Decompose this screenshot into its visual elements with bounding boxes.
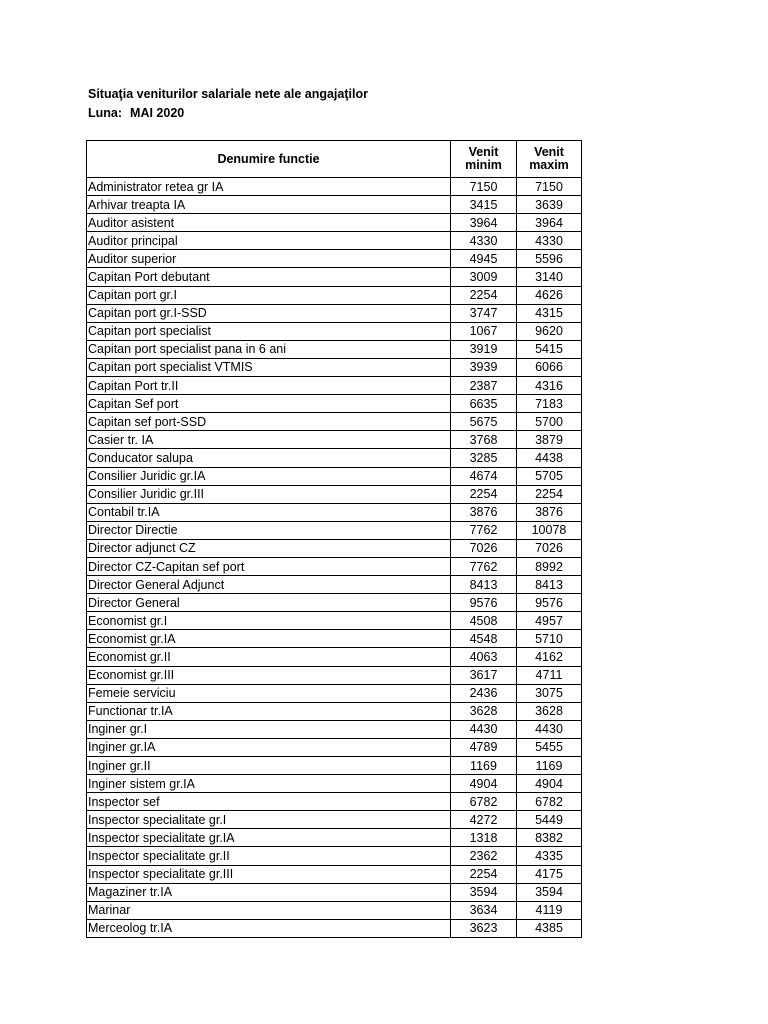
function-name-cell: Administrator retea gr IA (87, 178, 451, 196)
max-income-cell: 5455 (517, 738, 582, 756)
table-row (87, 576, 582, 594)
max-income-cell: 9576 (517, 594, 582, 612)
col-header-max-income (517, 141, 582, 178)
table-row (87, 883, 582, 901)
table-row (87, 503, 582, 521)
min-income-cell: 4674 (451, 467, 517, 485)
min-income-cell: 4508 (451, 612, 517, 630)
max-income-cell: 4330 (517, 232, 582, 250)
max-income-cell: 1169 (517, 757, 582, 775)
table-row (87, 304, 582, 322)
min-income-cell: 7150 (451, 178, 517, 196)
function-name-cell: Economist gr.I (87, 612, 451, 630)
function-name-cell: Inspector specialitate gr.III (87, 865, 451, 883)
table-row (87, 395, 582, 413)
min-income-cell: 4548 (451, 630, 517, 648)
function-name-cell: Auditor asistent (87, 214, 451, 232)
max-income-cell: 10078 (517, 521, 582, 539)
max-income-cell: 6782 (517, 793, 582, 811)
min-income-cell: 3285 (451, 449, 517, 467)
col-header-function (87, 141, 451, 178)
col-header-max-line1: Venit (534, 145, 564, 159)
table-row (87, 232, 582, 250)
table-row (87, 377, 582, 395)
min-income-cell: 7026 (451, 539, 517, 557)
table-row (87, 648, 582, 666)
max-income-cell: 3075 (517, 684, 582, 702)
function-name-cell: Director CZ-Capitan sef port (87, 557, 451, 575)
function-name-cell: Consilier Juridic gr.III (87, 485, 451, 503)
table-row (87, 865, 582, 883)
table-row (87, 539, 582, 557)
table-row (87, 557, 582, 575)
function-name-cell: Director General (87, 594, 451, 612)
max-income-cell: 7150 (517, 178, 582, 196)
max-income-cell: 5449 (517, 811, 582, 829)
table-row (87, 847, 582, 865)
table-row (87, 431, 582, 449)
table-row (87, 449, 582, 467)
min-income-cell: 2254 (451, 865, 517, 883)
table-row (87, 521, 582, 539)
min-income-cell: 3634 (451, 901, 517, 919)
table-row (87, 919, 582, 937)
table-row (87, 214, 582, 232)
min-income-cell: 3939 (451, 358, 517, 376)
min-income-cell: 2436 (451, 684, 517, 702)
table-row (87, 467, 582, 485)
function-name-cell: Inginer gr.I (87, 720, 451, 738)
max-income-cell: 4175 (517, 865, 582, 883)
table-row (87, 178, 582, 196)
function-name-cell: Inspector sef (87, 793, 451, 811)
min-income-cell: 3768 (451, 431, 517, 449)
max-income-cell: 3879 (517, 431, 582, 449)
max-income-cell: 3140 (517, 268, 582, 286)
function-name-cell: Inginer gr.IA (87, 738, 451, 756)
function-name-cell: Director adjunct CZ (87, 539, 451, 557)
table-row (87, 684, 582, 702)
max-income-cell: 4119 (517, 901, 582, 919)
max-income-cell: 4626 (517, 286, 582, 304)
max-income-cell: 7183 (517, 395, 582, 413)
min-income-cell: 3628 (451, 702, 517, 720)
max-income-cell: 8382 (517, 829, 582, 847)
max-income-cell: 4385 (517, 919, 582, 937)
min-income-cell: 4330 (451, 232, 517, 250)
function-name-cell: Inspector specialitate gr.IA (87, 829, 451, 847)
max-income-cell: 4711 (517, 666, 582, 684)
max-income-cell: 7026 (517, 539, 582, 557)
max-income-cell: 4316 (517, 377, 582, 395)
min-income-cell: 3876 (451, 503, 517, 521)
col-header-function-label: Denumire functie (217, 151, 320, 166)
min-income-cell: 7762 (451, 521, 517, 539)
min-income-cell: 3415 (451, 196, 517, 214)
table-body (87, 178, 582, 938)
function-name-cell: Capitan Sef port (87, 395, 451, 413)
table-row (87, 793, 582, 811)
header-row (87, 141, 582, 178)
table-row (87, 268, 582, 286)
function-name-cell: Director General Adjunct (87, 576, 451, 594)
min-income-cell: 4272 (451, 811, 517, 829)
table-header (87, 141, 582, 178)
function-name-cell: Capitan Port debutant (87, 268, 451, 286)
max-income-cell: 4430 (517, 720, 582, 738)
min-income-cell: 5675 (451, 413, 517, 431)
min-income-cell: 3919 (451, 340, 517, 358)
col-header-max-line2: maxim (529, 158, 569, 172)
function-name-cell: Capitan port specialist (87, 322, 451, 340)
function-name-cell: Femeie serviciu (87, 684, 451, 702)
function-name-cell: Economist gr.IA (87, 630, 451, 648)
table-row (87, 286, 582, 304)
table-row (87, 196, 582, 214)
table-row (87, 250, 582, 268)
max-income-cell: 4904 (517, 775, 582, 793)
min-income-cell: 4063 (451, 648, 517, 666)
document-title: Situaţia veniturilor salariale nete ale angajaţilor (88, 87, 368, 101)
max-income-cell: 4957 (517, 612, 582, 630)
max-income-cell: 5596 (517, 250, 582, 268)
min-income-cell: 6782 (451, 793, 517, 811)
max-income-cell: 8992 (517, 557, 582, 575)
min-income-cell: 3747 (451, 304, 517, 322)
function-name-cell: Inspector specialitate gr.I (87, 811, 451, 829)
table-row (87, 702, 582, 720)
min-income-cell: 3623 (451, 919, 517, 937)
min-income-cell: 3594 (451, 883, 517, 901)
function-name-cell: Inginer gr.II (87, 757, 451, 775)
min-income-cell: 1067 (451, 322, 517, 340)
table-row (87, 413, 582, 431)
function-name-cell: Conducator salupa (87, 449, 451, 467)
table-row (87, 775, 582, 793)
col-header-min-line1: Venit (468, 145, 499, 159)
col-header-min-line2: minim (465, 158, 502, 172)
max-income-cell: 5710 (517, 630, 582, 648)
max-income-cell: 8413 (517, 576, 582, 594)
function-name-cell: Arhivar treapta IA (87, 196, 451, 214)
month-line (88, 105, 184, 121)
min-income-cell: 8413 (451, 576, 517, 594)
function-name-cell: Inspector specialitate gr.II (87, 847, 451, 865)
table-row (87, 901, 582, 919)
max-income-cell: 4162 (517, 648, 582, 666)
function-name-cell: Auditor superior (87, 250, 451, 268)
min-income-cell: 2362 (451, 847, 517, 865)
function-name-cell: Functionar tr.IA (87, 702, 451, 720)
max-income-cell: 3594 (517, 883, 582, 901)
table-row (87, 666, 582, 684)
max-income-cell: 3876 (517, 503, 582, 521)
col-header-min-income (451, 141, 517, 178)
function-name-cell: Capitan port specialist VTMIS (87, 358, 451, 376)
function-name-cell: Casier tr. IA (87, 431, 451, 449)
min-income-cell: 2254 (451, 286, 517, 304)
function-name-cell: Director Directie (87, 521, 451, 539)
max-income-cell: 6066 (517, 358, 582, 376)
min-income-cell: 3009 (451, 268, 517, 286)
table-row (87, 322, 582, 340)
function-name-cell: Marinar (87, 901, 451, 919)
function-name-cell: Auditor principal (87, 232, 451, 250)
max-income-cell: 5700 (517, 413, 582, 431)
month-label: Luna: (88, 106, 123, 120)
min-income-cell: 6635 (451, 395, 517, 413)
max-income-cell: 3628 (517, 702, 582, 720)
max-income-cell: 4438 (517, 449, 582, 467)
min-income-cell: 1169 (451, 757, 517, 775)
function-name-cell: Inginer sistem gr.IA (87, 775, 451, 793)
table-row (87, 594, 582, 612)
month-value: MAI 2020 (130, 106, 185, 120)
min-income-cell: 7762 (451, 557, 517, 575)
function-name-cell: Capitan Port tr.II (87, 377, 451, 395)
max-income-cell: 9620 (517, 322, 582, 340)
table-row (87, 829, 582, 847)
salary-table (86, 140, 582, 938)
max-income-cell: 4335 (517, 847, 582, 865)
max-income-cell: 3639 (517, 196, 582, 214)
table-row (87, 340, 582, 358)
function-name-cell: Capitan port gr.I-SSD (87, 304, 451, 322)
table-row (87, 720, 582, 738)
min-income-cell: 4789 (451, 738, 517, 756)
min-income-cell: 9576 (451, 594, 517, 612)
max-income-cell: 5415 (517, 340, 582, 358)
function-name-cell: Capitan port specialist pana in 6 ani (87, 340, 451, 358)
max-income-cell: 4315 (517, 304, 582, 322)
function-name-cell: Economist gr.III (87, 666, 451, 684)
min-income-cell: 4904 (451, 775, 517, 793)
min-income-cell: 2254 (451, 485, 517, 503)
min-income-cell: 4430 (451, 720, 517, 738)
table-row (87, 757, 582, 775)
min-income-cell: 1318 (451, 829, 517, 847)
function-name-cell: Capitan port gr.I (87, 286, 451, 304)
table-row (87, 811, 582, 829)
max-income-cell: 5705 (517, 467, 582, 485)
function-name-cell: Magaziner tr.IA (87, 883, 451, 901)
min-income-cell: 3964 (451, 214, 517, 232)
function-name-cell: Capitan sef port-SSD (87, 413, 451, 431)
table-row (87, 630, 582, 648)
min-income-cell: 3617 (451, 666, 517, 684)
min-income-cell: 4945 (451, 250, 517, 268)
table-row (87, 358, 582, 376)
function-name-cell: Contabil tr.IA (87, 503, 451, 521)
function-name-cell: Economist gr.II (87, 648, 451, 666)
table-row (87, 612, 582, 630)
function-name-cell: Merceolog tr.IA (87, 919, 451, 937)
table-row (87, 738, 582, 756)
min-income-cell: 2387 (451, 377, 517, 395)
max-income-cell: 2254 (517, 485, 582, 503)
table-row (87, 485, 582, 503)
max-income-cell: 3964 (517, 214, 582, 232)
function-name-cell: Consilier Juridic gr.IA (87, 467, 451, 485)
